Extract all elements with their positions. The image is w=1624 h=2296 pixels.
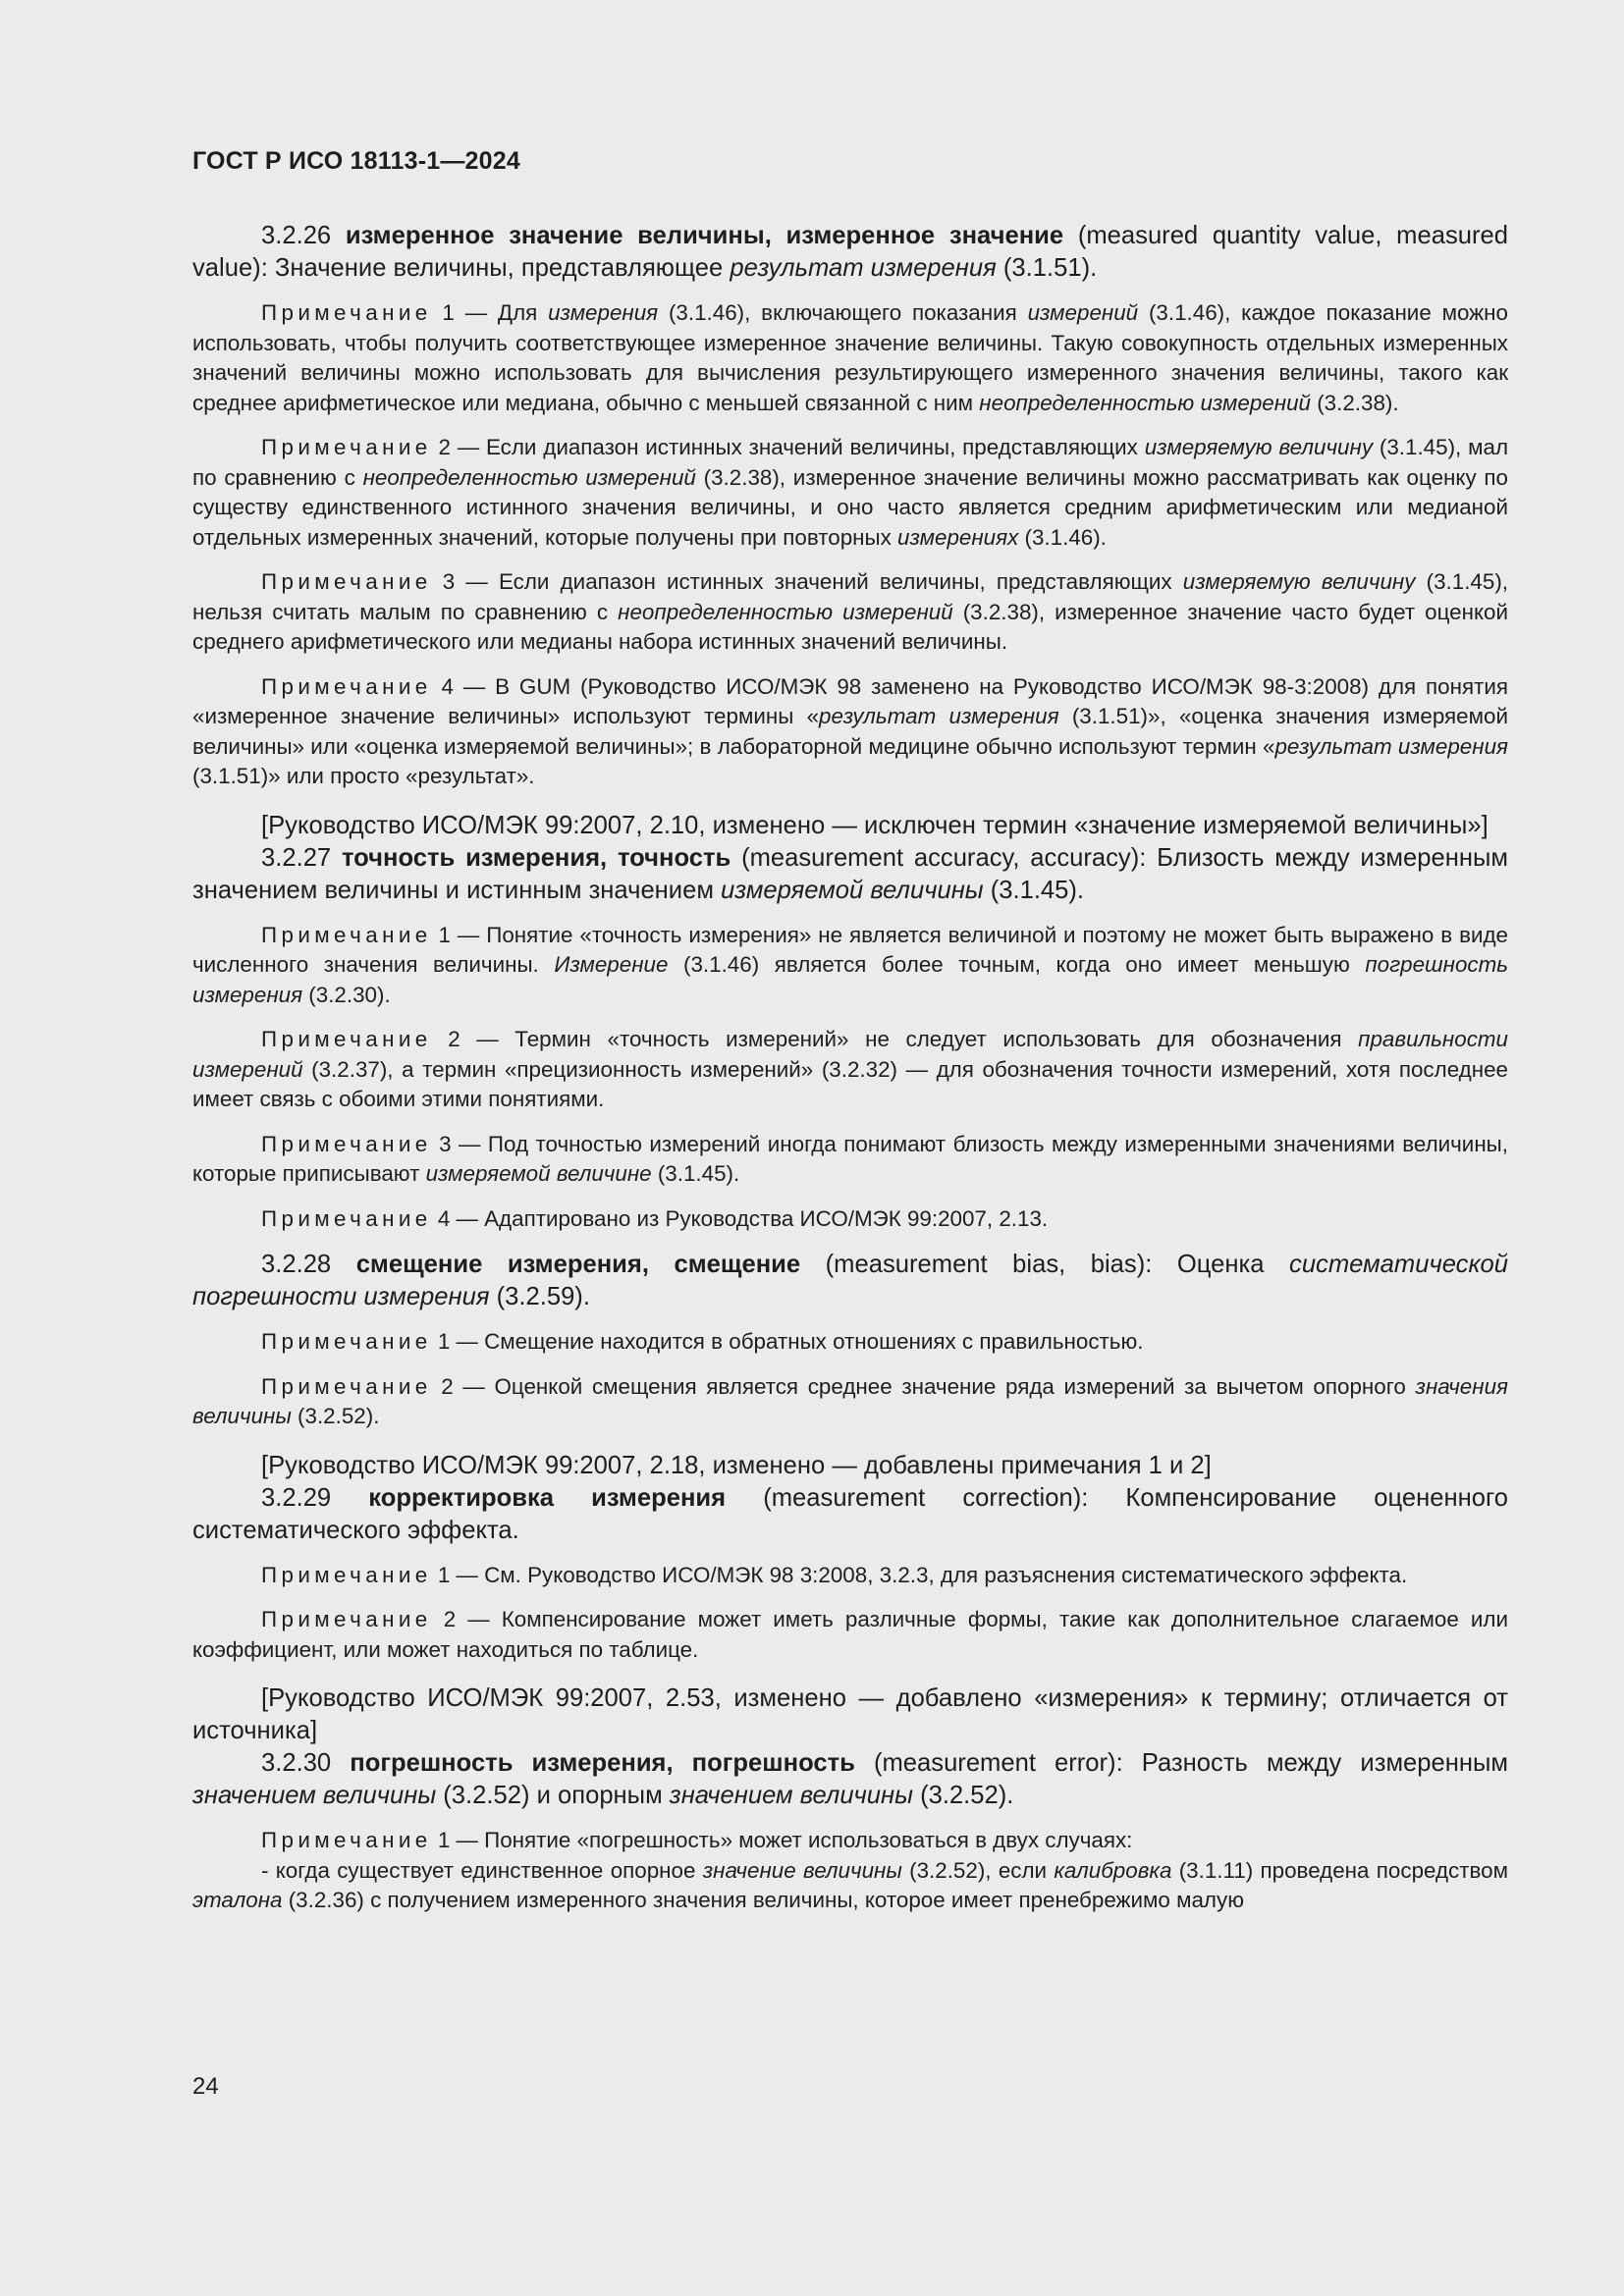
text-run: [Руководство ИСО/МЭК 99:2007, 2.10, изменено — исключен термин «значение измеряемой величины»] — [261, 811, 1489, 839]
text-run: 4 — Адаптировано из Руководства ИСО/МЭК 99:2007, 2.13. — [431, 1205, 1049, 1231]
term-reference: значение величины — [702, 1857, 902, 1883]
text-run: (3.1.46). — [1018, 524, 1107, 550]
term-name: корректировка измерения — [368, 1483, 727, 1512]
note-label: Примечание — [261, 1828, 432, 1852]
text-run: (3.2.30). — [302, 982, 391, 1007]
text-run: (measurement bias, bias): Оценка — [800, 1251, 1290, 1278]
text-run: 1 — Понятие «точность измерения» не является величиной и поэтому не может быть выражено в виде численного значения величины. — [192, 922, 1508, 977]
text-run: 3.2.30 — [261, 1749, 351, 1777]
note-label: Примечание — [261, 1607, 432, 1631]
note-paragraph — [192, 1826, 1508, 1856]
text-run: 4 — В GUM (Руководство ИСО/МЭК 98 заменено на Руководство ИСО/МЭК 98-3:2008) для понятия «измеренное значение величины» используют термины « — [192, 673, 1508, 728]
source-reference — [192, 1450, 1508, 1482]
text-run: (3.1.11) проведена посредством — [1171, 1857, 1508, 1883]
term-reference: систематической погрешности измерения — [192, 1251, 1509, 1310]
term-reference: правильности измерений — [192, 1027, 1508, 1082]
text-run: (3.2.37), а термин «прецизионность измерений» (3.2.32) — для обозначения точности измерений, хотя последнее имеет связь с обоими этими понятиями. — [192, 1056, 1508, 1111]
note-paragraph — [192, 1856, 1508, 1916]
text-run: 3.2.29 — [261, 1483, 369, 1512]
source-reference — [192, 810, 1508, 842]
text-run: (3.1.45), мал по сравнению с — [192, 435, 1509, 490]
term-reference: измерений — [1027, 300, 1139, 325]
term-name: погрешность измерения, погрешность — [350, 1749, 855, 1777]
note-paragraph — [192, 1025, 1508, 1115]
text-run: (3.2.38), измеренное значение часто будет оценкой среднего арифметического или медианы набора истинных значений величины. — [192, 599, 1508, 654]
term-reference: измеряемую величину — [1182, 569, 1416, 594]
text-run: 1 — Понятие «погрешность» может использоваться в двух случаях: — [431, 1828, 1133, 1852]
text-run: 2 — Оценкой смещения является среднее значение ряда измерений за вычетом опорного — [431, 1373, 1416, 1399]
term-paragraph — [192, 842, 1508, 907]
document-header: ГОСТ Р ИСО 18113-1—2024 — [192, 147, 520, 175]
note-paragraph — [192, 1327, 1508, 1358]
note-paragraph — [192, 298, 1508, 418]
note-paragraph — [192, 672, 1508, 792]
term-reference: измерениях — [897, 524, 1019, 550]
term-name: измеренное значение величины, измеренное значение — [345, 222, 1064, 249]
term-reference: неопределенностью измерений — [618, 599, 953, 624]
text-run: 1 — Для — [431, 300, 549, 325]
text-run: 3 — Под точностью измерений иногда понимают близость между измеренными значениями величины, которые приписывают — [192, 1131, 1508, 1186]
text-run: 1 — См. Руководство ИСО/МЭК 98 3:2008, 3.2.3, для разъяснения систематического эффекта. — [431, 1562, 1408, 1587]
term-paragraph — [192, 1747, 1508, 1812]
text-run: 3 — Если диапазон истинных значений величины, представляющих — [431, 569, 1183, 594]
term-name: смещение измерения, смещение — [355, 1251, 801, 1278]
term-reference: неопределенностью измерений — [979, 390, 1311, 415]
text-run: (3.1.46), включающего показания — [658, 300, 1028, 325]
text-run: (measured quantity value, measured value): Значение величины, представляющее — [192, 222, 1508, 282]
text-run: 1 — Смещение находится в обратных отношениях с правильностью. — [431, 1329, 1144, 1354]
note-label: Примечание — [261, 1562, 432, 1587]
text-run: 3.2.26 — [261, 222, 346, 249]
term-reference: результат измерения — [730, 254, 997, 282]
text-run: [Руководство ИСО/МЭК 99:2007, 2.18, изменено — добавлены примечания 1 и 2] — [261, 1451, 1212, 1479]
term-reference: эталона — [192, 1888, 283, 1912]
text-run: 2 — Компенсирование может иметь различные формы, такие как дополнительное слагаемое или коэффициент, или может находиться по таблице. — [192, 1607, 1508, 1662]
term-reference: значением величины — [669, 1782, 913, 1809]
note-paragraph — [192, 921, 1508, 1011]
term-reference: погрешность измерения — [192, 952, 1509, 1007]
note-label: Примечание — [261, 569, 432, 594]
note-label: Примечание — [261, 673, 432, 699]
note-label: Примечание — [261, 922, 432, 947]
term-reference: результат измерения — [1274, 733, 1508, 759]
text-run: 3.2.27 — [261, 843, 342, 872]
note-label: Примечание — [261, 1329, 432, 1354]
text-run: (3.1.51)» или просто «результат». — [192, 764, 535, 788]
term-reference: значением величины — [192, 1782, 437, 1809]
text-run: - когда существует единственное опорное — [261, 1857, 703, 1883]
term-reference: значения величины — [192, 1373, 1508, 1428]
text-run: (3.2.52). — [291, 1404, 380, 1428]
term-reference: неопределенностью измерений — [362, 464, 696, 490]
note-paragraph — [192, 567, 1508, 658]
text-run: (measurement accuracy, accuracy): Близость между измеренным значением величины и истинным значением — [192, 843, 1508, 904]
term-paragraph — [192, 220, 1508, 285]
note-paragraph — [192, 1372, 1508, 1432]
note-paragraph — [192, 433, 1508, 553]
note-label: Примечание — [261, 300, 432, 325]
text-run: (3.2.59). — [489, 1283, 590, 1310]
text-run: [Руководство ИСО/МЭК 99:2007, 2.53, изменено — добавлено «измерения» к термину; отличается от источника] — [192, 1684, 1508, 1744]
note-label: Примечание — [261, 1131, 432, 1156]
term-reference: результат измерения — [819, 704, 1059, 728]
note-paragraph — [192, 1130, 1508, 1190]
text-run: (3.1.51)», «оценка значения измеряемой величины» или «оценка измеряемой величины»; в лабораторной медицине обычно используют термин « — [192, 704, 1508, 759]
text-run: (3.1.51). — [996, 254, 1098, 282]
text-run: (3.2.52). — [912, 1782, 1014, 1809]
note-label: Примечание — [261, 1373, 432, 1399]
text-run: (3.1.45). — [651, 1161, 740, 1186]
text-run: (3.2.52) и опорным — [436, 1782, 670, 1809]
text-run: 2 — Если диапазон истинных значений величины, представляющих — [431, 435, 1145, 459]
note-label: Примечание — [261, 435, 432, 459]
note-label: Примечание — [261, 1027, 432, 1051]
text-run: (3.1.46), каждое показание можно использовать, чтобы получить соответствующее измеренное значение величины. Такую совокупность отдельных измеренных значений величины можно использовать для вычисления результирующего измеренного значения величины, такого как среднее арифметическое или медиана, обычно с меньшей связанной с ним — [192, 300, 1508, 415]
text-run: (measurement error): Разность между измеренным — [854, 1749, 1509, 1777]
note-paragraph — [192, 1605, 1508, 1665]
term-paragraph — [192, 1482, 1508, 1547]
document-body — [192, 220, 1508, 1916]
term-name: точность измерения, точность — [341, 843, 731, 872]
text-run: (3.2.38). — [1310, 390, 1399, 415]
source-reference — [192, 1682, 1508, 1747]
note-label: Примечание — [261, 1205, 432, 1231]
term-paragraph — [192, 1249, 1508, 1313]
text-run: (3.2.38), измеренное значение величины можно рассматривать как оценку по существу единственного истинного значения величины, и оно часто является средним арифметическим или медианой отдельных измеренных значений, которые получены при повторных — [192, 464, 1509, 550]
term-reference: измеряемой величины — [721, 876, 984, 904]
text-run: 2 — Термин «точность измерений» не следует использовать для обозначения — [431, 1027, 1359, 1051]
page-number: 24 — [192, 2073, 219, 2100]
text-run: (3.1.45), нельзя считать малым по сравнению с — [192, 569, 1509, 624]
text-run: 3.2.28 — [261, 1251, 356, 1278]
text-run: (3.1.45). — [983, 876, 1085, 904]
term-reference: измерения — [548, 300, 659, 325]
text-run: (3.2.52), если — [901, 1857, 1055, 1883]
term-reference: калибровка — [1054, 1857, 1172, 1883]
text-run: (3.1.46) является более точным, когда оно имеет меньшую — [668, 952, 1366, 977]
term-reference: измеряемую величину — [1144, 435, 1374, 459]
note-paragraph — [192, 1561, 1508, 1591]
term-reference: Измерение — [554, 952, 669, 977]
text-run: (3.2.36) с получением измеренного значения величины, которое имеет пренебрежимо малую — [282, 1888, 1244, 1912]
note-paragraph — [192, 1204, 1508, 1235]
text-run: (measurement correction): Компенсирование оцененного систематического эффекта. — [192, 1483, 1508, 1544]
term-reference: измеряемой величине — [425, 1161, 652, 1186]
